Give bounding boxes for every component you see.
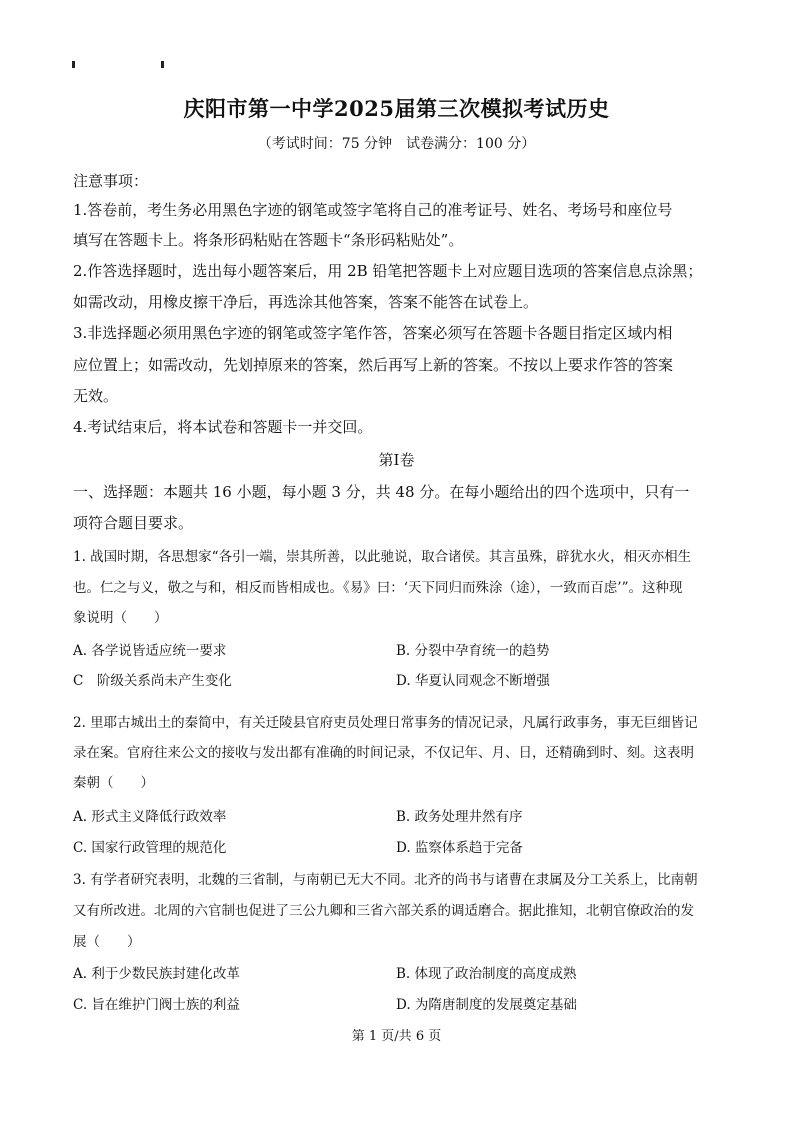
question-2-stem: 秦朝（ ） bbox=[73, 775, 154, 791]
exam-subtitle: （考试时间：75 分钟 试卷满分：100 分） bbox=[257, 136, 536, 152]
question-3-option-b[interactable]: B. 体现了政治制度的高度成熟 bbox=[396, 966, 577, 982]
question-2-option-c[interactable]: C. 国家行政管理的规范化 bbox=[73, 840, 227, 856]
question-2-stem: 录在案。官府往来公文的接收与发出都有准确的时间记录，不仅记年、月、日，还精确到时、刻。这表明 bbox=[73, 745, 694, 761]
notice-line: 4.考试结束后，将本试卷和答题卡一并交回。 bbox=[73, 418, 373, 436]
question-3-stem: 又有所改进。北周的六官制也促进了三公九卿和三省六部关系的调适磨合。据此推知，北朝官僚政治的发 bbox=[73, 903, 694, 919]
question-3-stem: 3. 有学者研究表明，北魏的三省制，与南朝已无大不同。北齐的尚书与诸曹在隶属及分工关系上，比南朝 bbox=[73, 872, 698, 888]
section-label: 第Ⅰ卷 bbox=[378, 451, 415, 469]
question-1-option-d[interactable]: D. 华夏认同观念不断增强 bbox=[396, 673, 550, 689]
notice-line: 3.非选择题必须用黑色字迹的钢笔或签字笔作答，答案必须写在答题卡各题目指定区域内相 bbox=[73, 324, 673, 342]
question-2-option-d[interactable]: D. 监察体系趋于完备 bbox=[396, 840, 523, 856]
page-number: 第 1 页/共 6 页 bbox=[351, 1029, 442, 1044]
question-1-option-b[interactable]: B. 分裂中孕育统一的趋势 bbox=[396, 643, 550, 659]
question-1-stem: 象说明（ ） bbox=[73, 610, 168, 626]
notice-line: 如需改动，用橡皮擦干净后，再选涂其他答案，答案不能答在试卷上。 bbox=[73, 293, 539, 311]
exam-title: 庆阳市第一中学2025届第三次模拟考试历史 bbox=[183, 96, 610, 121]
notice-line: 2.作答选择题时，选出每小题答案后，用 2B 铅笔把答题卡上对应题目选项的答案信息点涂黑； bbox=[73, 262, 703, 280]
corner-mark-right bbox=[161, 61, 164, 68]
notice-line: 1.答卷前，考生务必用黑色字迹的钢笔或签字笔将自己的准考证号、姓名、考场号和座位号 bbox=[73, 201, 673, 219]
notice-line: 应位置上；如需改动，先划掉原来的答案，然后再写上新的答案。不按以上要求作答的答案 bbox=[73, 356, 674, 374]
question-1-stem: 也。仁之与义，敬之与和，相反而皆相成也。《易》曰：‘天下同归而殊涂（途），一致而百虑’”。这种现 bbox=[73, 580, 683, 596]
question-1-option-c[interactable]: C 阶级关系尚未产生变化 bbox=[73, 673, 232, 689]
question-3-stem: 展（ ） bbox=[73, 934, 141, 950]
section-instruction: 一、选择题：本题共 16 小题，每小题 3 分，共 48 分。在每小题给出的四个选项中，只有一 bbox=[73, 483, 690, 501]
question-3-option-c[interactable]: C. 旨在维护门阀士族的利益 bbox=[73, 997, 240, 1013]
question-2-stem: 2. 里耶古城出土的秦简中，有关迁陵县官府吏员处理日常事务的情况记录，凡属行政事务，事无巨细皆记 bbox=[73, 715, 698, 731]
notice-heading: 注意事项： bbox=[73, 172, 149, 190]
question-2-option-b[interactable]: B. 政务处理井然有序 bbox=[396, 809, 523, 825]
section-instruction: 项符合题目要求。 bbox=[73, 514, 194, 532]
notice-line: 无效。 bbox=[73, 387, 119, 405]
question-3-option-d[interactable]: D. 为隋唐制度的发展奠定基础 bbox=[396, 997, 577, 1013]
corner-mark-left bbox=[72, 61, 75, 68]
question-1-option-a[interactable]: A. 各学说皆适应统一要求 bbox=[73, 643, 227, 659]
question-2-option-a[interactable]: A. 形式主义降低行政效率 bbox=[73, 809, 227, 825]
question-3-option-a[interactable]: A. 利于少数民族封建化改革 bbox=[73, 966, 240, 982]
notice-line: 填写在答题卡上。将条形码粘贴在答题卡“条形码粘贴处”。 bbox=[73, 231, 464, 249]
question-1-stem: 1. 战国时期，各思想家“各引一端，崇其所善，以此驰说，取合诸侯。其言虽殊，辟犹水火，相灭亦相生 bbox=[73, 549, 692, 565]
